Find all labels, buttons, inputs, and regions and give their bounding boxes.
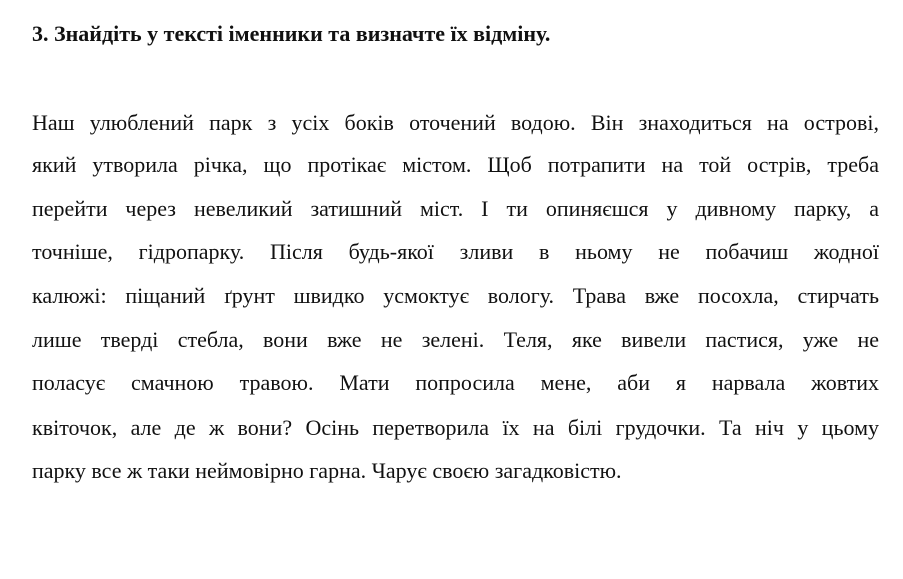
text-line: який утворила річка, що протікає містом. Щоб потрапити на той острів, треба: [32, 152, 879, 177]
task-title: 3. Знайдіть у тексті іменники та визначте їх відміну.: [32, 21, 551, 46]
text-line: точніше, гідропарку. Після будь-якої зливи в ньому не побачиш жодної: [32, 239, 879, 264]
text-line: поласує смачною травою. Мати попросила мене, аби я нарвала жовтих: [32, 370, 879, 395]
text-line: квіточок, але де ж вони? Осінь перетворила їх на білі грудочки. Та ніч у цьому: [32, 415, 879, 440]
text-line: Наш улюблений парк з усіх боків оточений водою. Він знаходиться на острові,: [32, 110, 879, 135]
text-line: лише тверді стебла, вони вже не зелені. Теля, яке вивели пастися, уже не: [32, 327, 879, 352]
text-line: перейти через невеликий затишний міст. І ти опиняєшся у дивному парку, а: [32, 196, 879, 221]
text-line: калюжі: піщаний ґрунт швидко усмоктує вологу. Трава вже посохла, стирчать: [32, 283, 879, 308]
text-line: парку все ж таки неймовірно гарна. Чарує своєю загадковістю.: [32, 458, 622, 483]
